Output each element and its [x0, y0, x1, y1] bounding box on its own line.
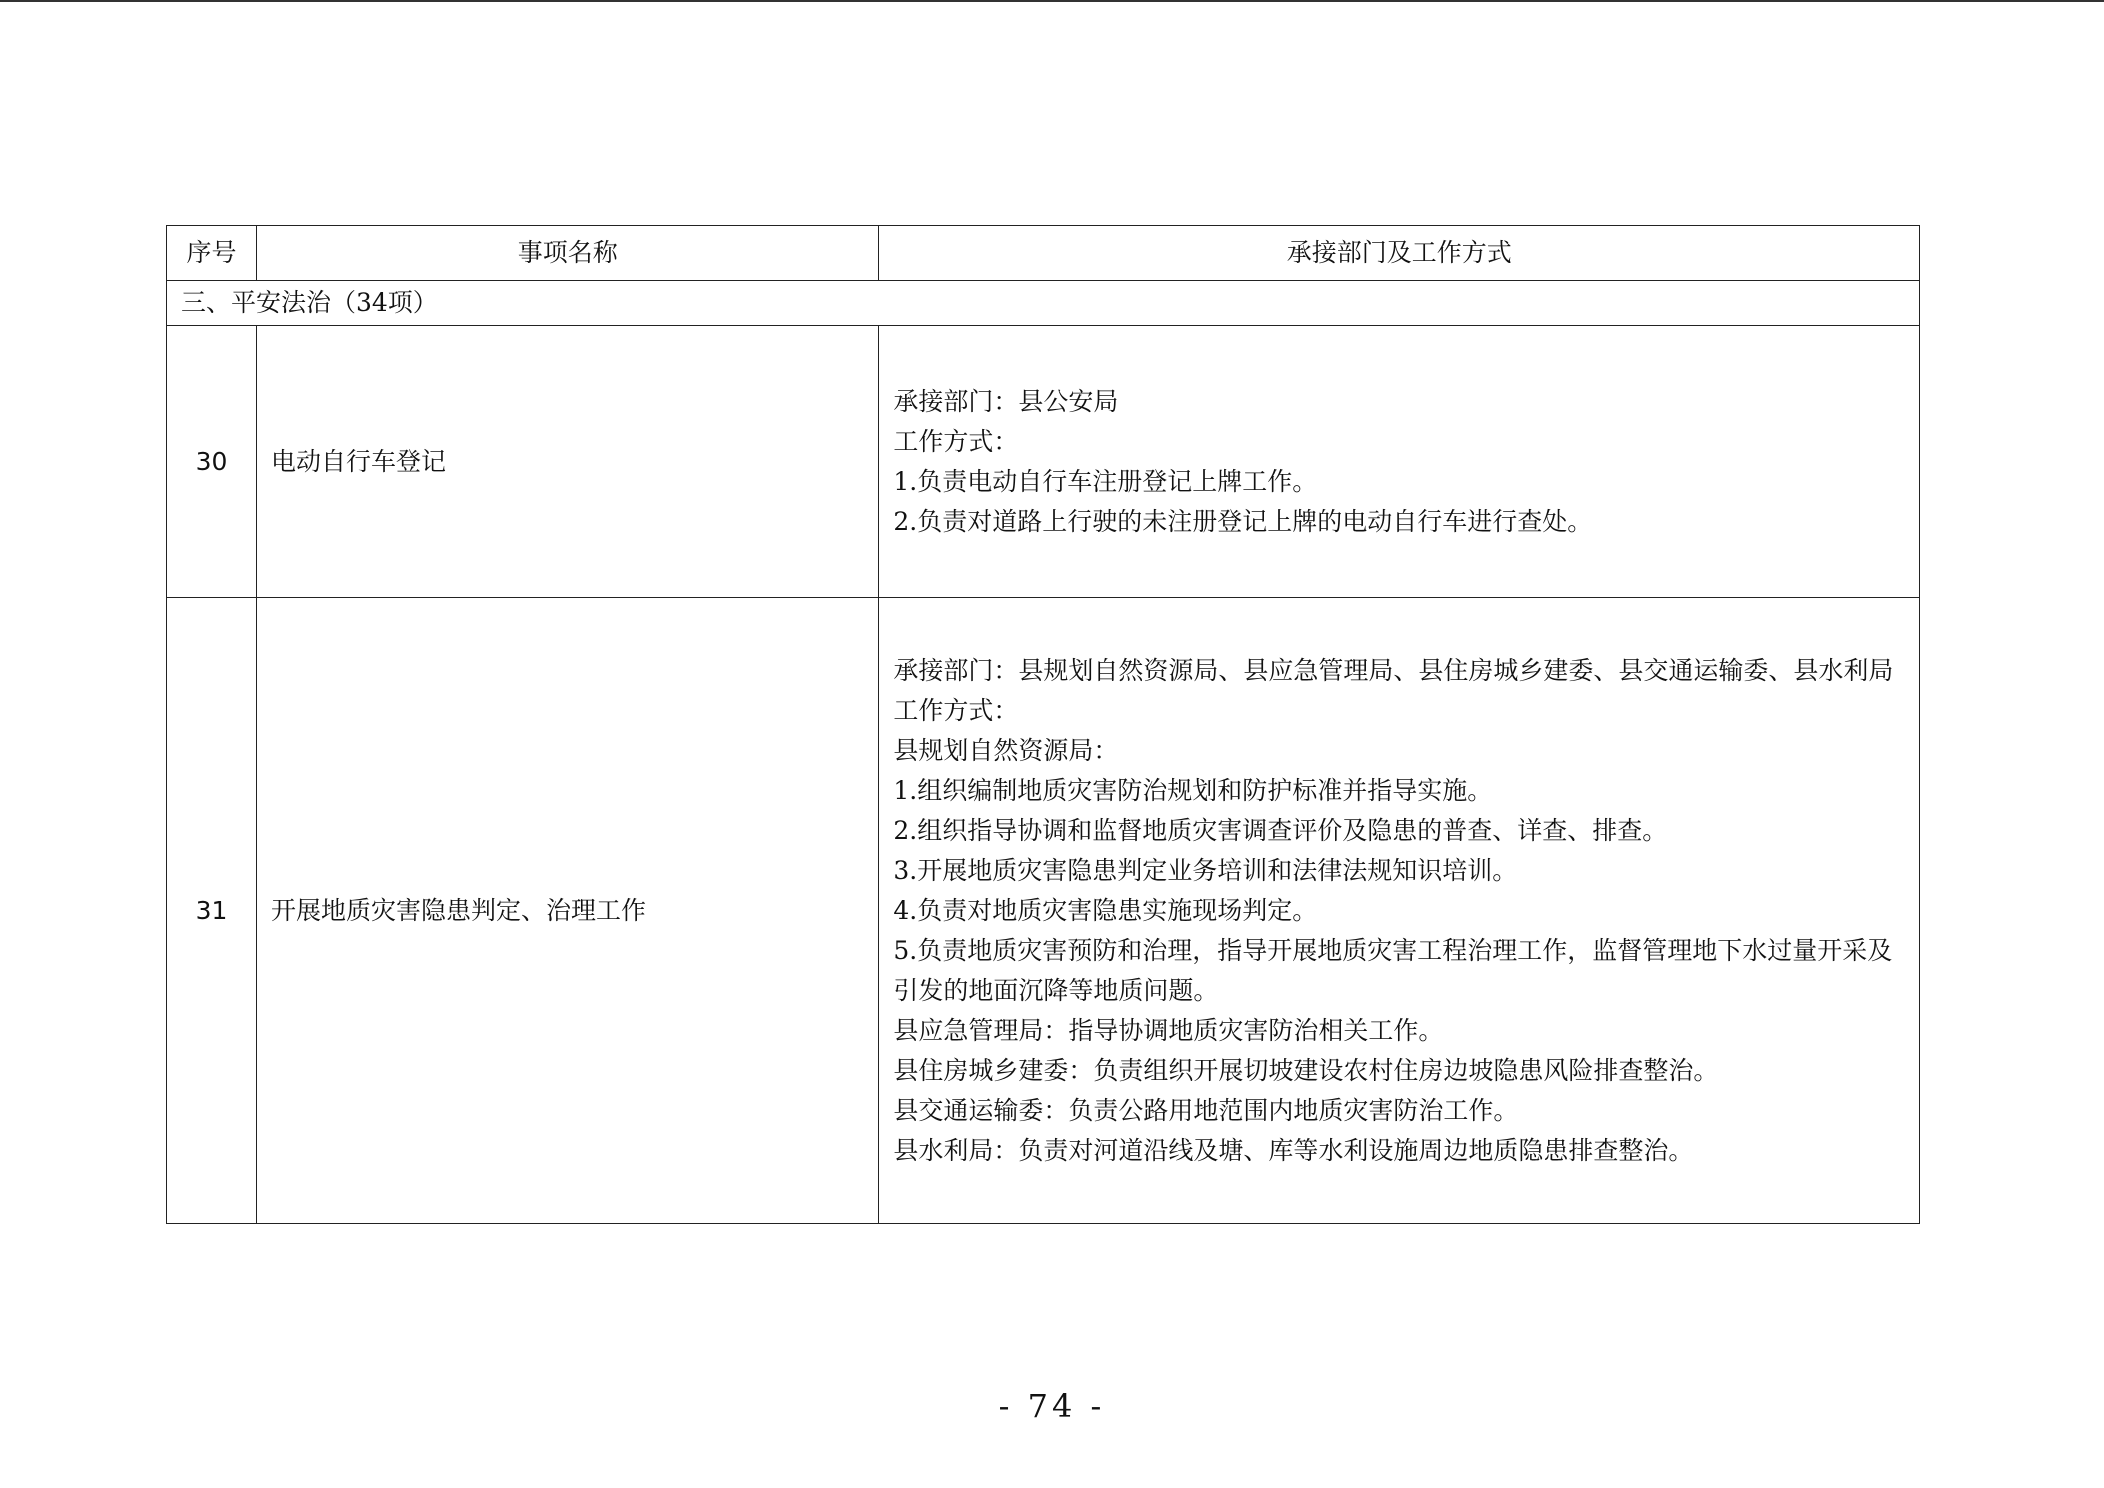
dept-line: 5.负责地质灾害预防和治理，指导开展地质灾害工程治理工作，监督管理地下水过量开采及引发的地面沉降等地质问题。 [893, 935, 1893, 1005]
row-item-name [257, 326, 879, 598]
dept-line: 工作方式： [893, 426, 1019, 456]
section-row [167, 281, 1920, 326]
row-item-name [257, 598, 879, 1224]
page-top-border [0, 0, 2104, 2]
dept-line: 县规划自然资源局： [893, 735, 1119, 765]
header-department-method: 承接部门及工作方式 [879, 226, 1920, 281]
dept-line: 2.组织指导协调和监督地质灾害调查评价及隐患的普查、详查、排查。 [893, 815, 1668, 845]
row-item-name-text: 电动自行车登记 [271, 446, 447, 476]
dept-line: 县住房城乡建委：负责组织开展切坡建设农村住房边坡隐患风险排查整治。 [893, 1055, 1719, 1085]
dept-line: 承接部门：县公安局 [893, 386, 1119, 416]
header-serial: 序号 [167, 226, 257, 281]
page-number: - 74 - [998, 1387, 1106, 1425]
row-serial-text: 31 [195, 895, 228, 925]
header-item-name: 事项名称 [257, 226, 879, 281]
dept-line: 承接部门：县规划自然资源局、县应急管理局、县住房城乡建委、县交通运输委、县水利局 [893, 655, 1894, 685]
table-header-row [167, 226, 1920, 281]
matters-table [166, 225, 1920, 1224]
dept-block [879, 382, 1919, 542]
dept-line: 3.开展地质灾害隐患判定业务培训和法律法规知识培训。 [893, 855, 1518, 885]
row-serial [167, 326, 257, 598]
dept-line: 1.组织编制地质灾害防治规划和防护标准并指导实施。 [893, 775, 1493, 805]
dept-block [879, 651, 1919, 1171]
dept-line: 县交通运输委：负责公路用地范围内地质灾害防治工作。 [893, 1095, 1519, 1125]
dept-line: 工作方式： [893, 695, 1019, 725]
dept-line: 县水利局：负责对河道沿线及塘、库等水利设施周边地质隐患排查整治。 [893, 1135, 1694, 1165]
row-item-name-text: 开展地质灾害隐患判定、治理工作 [271, 895, 647, 925]
row-serial-text: 30 [195, 446, 228, 476]
row-department-method [879, 326, 1920, 598]
table-row [167, 598, 1920, 1224]
row-serial [167, 598, 257, 1224]
section-title: 三、平安法治（34项） [167, 281, 1920, 326]
table-row [167, 326, 1920, 598]
dept-line: 县应急管理局：指导协调地质灾害防治相关工作。 [893, 1015, 1444, 1045]
dept-line: 4.负责对地质灾害隐患实施现场判定。 [893, 895, 1318, 925]
row-department-method [879, 598, 1920, 1224]
dept-line: 2.负责对道路上行驶的未注册登记上牌的电动自行车进行查处。 [893, 506, 1593, 536]
dept-line: 1.负责电动自行车注册登记上牌工作。 [893, 466, 1318, 496]
